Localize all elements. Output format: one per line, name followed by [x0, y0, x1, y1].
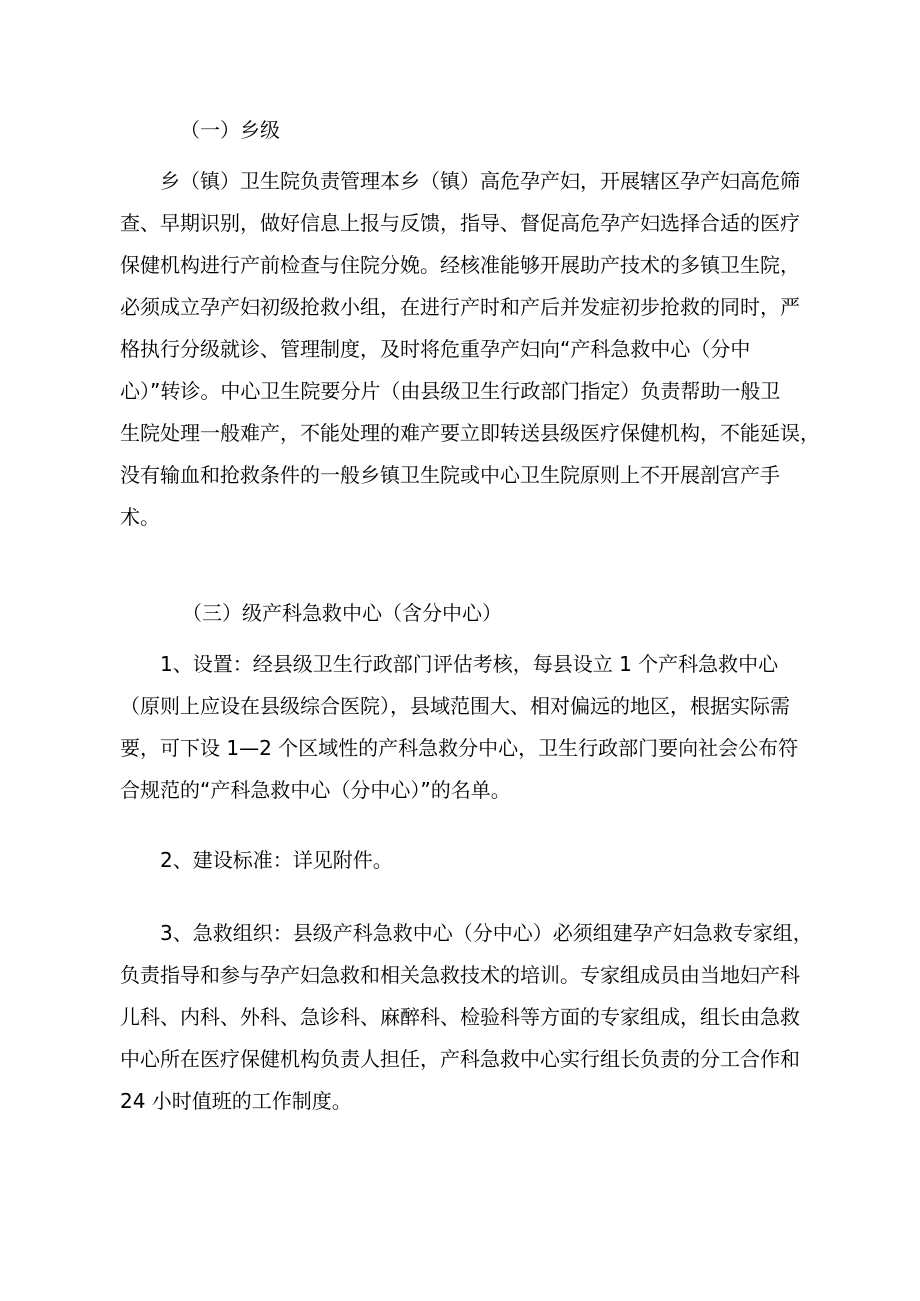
paragraph-line: 心）”转诊。中心卫生院要分片（由县级卫生行政部门指定）负责帮助一般卫 [120, 379, 781, 403]
paragraph-line: 24 小时值班的工作制度。 [120, 1089, 352, 1113]
paragraph-line: 保健机构进行产前检查与住院分娩。经核准能够开展助产技术的多镇卫生院， [120, 253, 800, 277]
standard-paragraph [120, 839, 810, 881]
paragraph-line: 乡（镇）卫生院负责管理本乡（镇）高危孕产妇，开展辖区孕产妇高危筛 [160, 169, 800, 193]
paragraph-line: 生院处理一般难产，不能处理的难产要立即转送县级医疗保健机构，不能延误， [120, 421, 820, 445]
township-paragraph [120, 160, 820, 538]
paragraph-line: 中心所在医疗保健机构负责人担任，产科急救中心实行组长负责的分工合作和 [120, 1047, 800, 1071]
paragraph-line: 格执行分级就诊、管理制度，及时将危重孕产妇向“产科急救中心（分中 [120, 337, 751, 361]
setup-paragraph [120, 643, 810, 811]
paragraph-line: 术。 [120, 505, 160, 529]
paragraph-line: 1、设置：经县级卫生行政部门评估考核，每县设立 1 个产科急救中心 [160, 652, 779, 676]
paragraph-line: 查、早期识别，做好信息上报与反馈，指导、督促高危孕产妇选择合适的医疗 [120, 211, 800, 235]
paragraph-line: 合规范的“产科急救中心（分中心）”的名单。 [120, 778, 511, 802]
paragraph-line: 儿科、内科、外科、急诊科、麻醉科、检验科等方面的专家组成，组长由急救 [120, 1005, 800, 1029]
paragraph-line: 没有输血和抢救条件的一般乡镇卫生院或中心卫生院原则上不开展剖宫产手 [120, 463, 780, 487]
paragraph-line: 3、急救组织：县级产科急救中心（分中心）必须组建孕产妇急救专家组， [160, 921, 813, 945]
organization-paragraph [120, 912, 813, 1122]
paragraph-line: 负责指导和参与孕产妇急救和相关急救技术的培训。专家组成员由当地妇产科 [120, 963, 800, 987]
paragraph-line: 2、建设标准：详见附件。 [160, 848, 393, 872]
section-heading-emergency-center: （三）级产科急救中心（含分中心） [182, 601, 502, 625]
paragraph-line: 要，可下设 1—2 个区域性的产科急救分中心，卫生行政部门要向社会公布符 [120, 736, 799, 760]
section-heading-township: （一）乡级 [180, 118, 280, 142]
paragraph-line: （原则上应设在县级综合医院），县域范围大、相对偏远的地区，根据实际需 [120, 694, 790, 718]
paragraph-line: 必须成立孕产妇初级抢救小组，在进行产时和产后并发症初步抢救的同时，严 [120, 295, 800, 319]
